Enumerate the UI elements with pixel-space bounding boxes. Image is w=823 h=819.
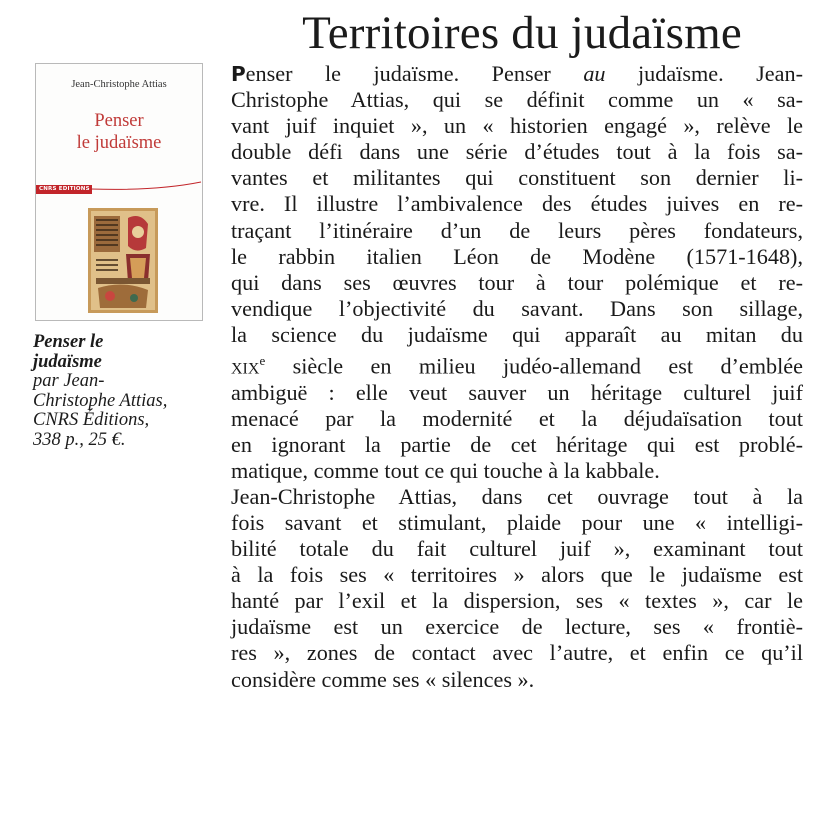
article-line-12-text: siècle en milieu judéo-allemand est d’emblée: [265, 353, 803, 379]
article-line-8: le rabbin italien Léon de Modène (1571-1648),: [231, 243, 803, 269]
caption-meta-line4: 338 p., 25 €.: [33, 429, 126, 450]
article-line-21: hanté par l’exil et la dispersion, ses « textes », car le: [231, 588, 803, 614]
caption-meta-line3: CNRS Éditions,: [33, 410, 150, 430]
cover-publisher: CNRS EDITIONS: [39, 186, 90, 192]
article-line-14: menacé par la modernité et la déjudaïsation tout: [231, 405, 803, 431]
article-line-11: la science du judaïsme qui apparaît au mitan du: [231, 321, 803, 347]
caption-meta-line1: par Jean-: [33, 371, 105, 391]
article-line-3: vant juif inquiet », un « historien engagé », relève le: [231, 113, 803, 139]
article-body: [231, 61, 803, 693]
cover-title-line2: le judaïsme: [76, 133, 162, 153]
cover-author: Jean-Christophe Attias: [71, 79, 167, 90]
article-line-22: judaïsme est un exercice de lecture, ses « frontiè-: [231, 614, 803, 640]
caption-title-line1: Penser le: [33, 332, 104, 352]
century-numeral: xix: [231, 353, 260, 379]
article-line-1-emphasis: au: [583, 61, 606, 86]
article-line-16: matique, comme tout ce qui touche à la kabbale.: [231, 457, 660, 483]
cover-art-image: [88, 208, 158, 313]
article-line-12: [231, 348, 803, 379]
book-cover: [35, 63, 203, 321]
article-line-7: traçant l’itinéraire d’un de leurs pères fondateurs,: [231, 217, 803, 243]
caption-title-line2: judaïsme: [33, 351, 102, 372]
article-line-9: qui dans ses œuvres tour à tour polémique et re-: [231, 269, 803, 295]
century-superscript: e: [259, 353, 266, 369]
drop-cap: P: [231, 62, 246, 86]
article-line-17: Jean-Christophe Attias, dans cet ouvrage tout à la: [231, 483, 803, 509]
caption-meta-line2: Christophe Attias,: [33, 390, 168, 411]
article-line-20: à la fois ses « territoires » alors que le judaïsme est: [231, 562, 803, 588]
article-line-1-text-b: judaïsme. Jean-: [605, 61, 803, 86]
article-line-4: double défi dans une série d’études tout à la fois sa-: [231, 139, 803, 165]
article-line-6: vre. Il illustre l’ambivalence des études juives en re-: [231, 191, 803, 217]
cover-swoosh-line: [91, 181, 203, 191]
article-line-24: considère comme ses « silences ».: [231, 666, 535, 692]
article-title: Territoires du judaïsme: [302, 7, 742, 59]
article-line-18: fois savant et stimulant, plaide pour une « intelligi-: [231, 509, 803, 535]
cover-title: [36, 110, 202, 154]
article-line-19: bilité totale du fait culturel juif », examinant tout: [231, 536, 803, 562]
cover-title-line1: Penser: [94, 111, 144, 131]
article-line-13: ambiguë : elle veut sauver un héritage culturel juif: [231, 379, 803, 405]
article-line-23: res », zones de contact avec l’autre, et enfin ce qu’il: [231, 640, 803, 666]
article-line-15: en ignorant la partie de cet héritage qui est problé-: [231, 431, 803, 457]
article-line-10: vendique l’objectivité du savant. Dans son sillage,: [231, 295, 803, 321]
article-line-1: [231, 61, 803, 87]
article-line-1-text-a: enser le judaïsme. Penser: [245, 61, 584, 86]
book-caption: [33, 333, 213, 450]
article-line-2: Christophe Attias, qui se définit comme un « sa-: [231, 87, 803, 113]
article-line-5: vantes et militantes qui constituent son dernier li-: [231, 165, 803, 191]
